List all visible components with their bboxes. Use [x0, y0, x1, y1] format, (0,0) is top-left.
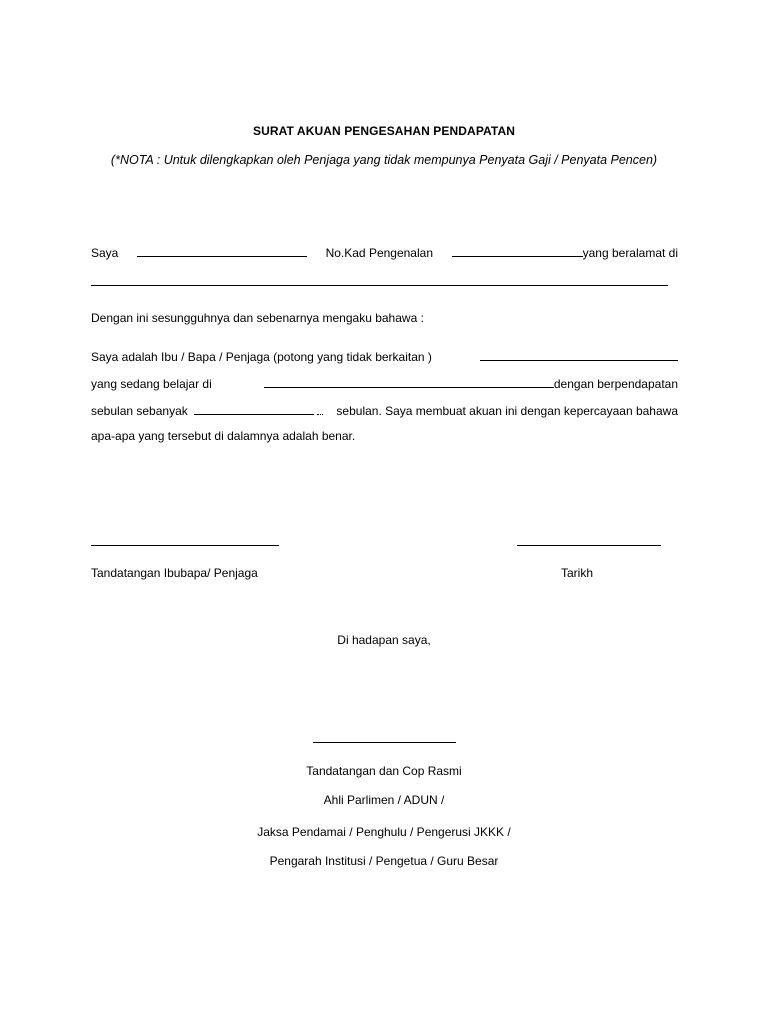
monthly-amount-label: sebulan sebanyak: [91, 404, 188, 418]
official-signature-label: Tandatangan dan Cop Rasmi: [306, 764, 462, 778]
identity-line: [91, 244, 678, 264]
document-title: SURAT AKUAN PENGESAHAN PENDAPATAN: [253, 124, 515, 138]
declaration-line-4: apa-apa yang tersebut di dalamnya adalah benar.: [91, 429, 356, 443]
parent-signature-label: Tandatangan Ibubapa/ Penjaga: [91, 566, 258, 580]
date-line[interactable]: [517, 545, 661, 546]
ic-label: No.Kad Pengenalan: [325, 246, 433, 260]
official-title-1: Ahli Parlimen / ADUN /: [323, 793, 445, 807]
declaration-line-1: [91, 348, 678, 368]
document-note: (*NOTA : Untuk dilengkapkan oleh Penjaga yang tidak mempunya Penyata Gaji / Penyata Pencen): [110, 153, 658, 167]
dotted-mark: [317, 403, 323, 415]
relationship-blank[interactable]: [480, 348, 678, 361]
official-title-3: Pengarah Institusi / Pengetua / Guru Besar: [269, 854, 499, 868]
address-label: yang beralamat di: [582, 246, 678, 260]
studying-at-label: yang sedang belajar di: [91, 377, 212, 391]
income-amount-blank[interactable]: [194, 402, 314, 415]
declaration-line-2: [91, 375, 678, 395]
income-label: dengan berpendapatan: [553, 377, 678, 391]
address-blank[interactable]: [91, 285, 668, 286]
saya-label: Saya: [91, 246, 119, 260]
witness-intro: Di hadapan saya,: [337, 633, 431, 647]
declaration-line-3: [91, 402, 678, 422]
declaration-intro: Dengan ini sesungguhnya dan sebenarnya mengaku bahawa :: [91, 311, 424, 325]
official-signature-line[interactable]: [313, 742, 456, 743]
relationship-text: Saya adalah Ibu / Bapa / Penjaga (potong yang tidak berkaitan ): [91, 350, 432, 364]
belief-text: sebulan. Saya membuat akuan ini dengan kepercayaan bahawa: [336, 404, 678, 418]
official-title-2: Jaksa Pendamai / Penghulu / Pengerusi JKKK /: [257, 825, 511, 839]
parent-signature-line[interactable]: [91, 545, 279, 546]
institution-blank[interactable]: [264, 375, 554, 388]
ic-number-blank[interactable]: [452, 244, 583, 257]
name-blank[interactable]: [137, 244, 307, 257]
date-label: Tarikh: [561, 566, 594, 580]
